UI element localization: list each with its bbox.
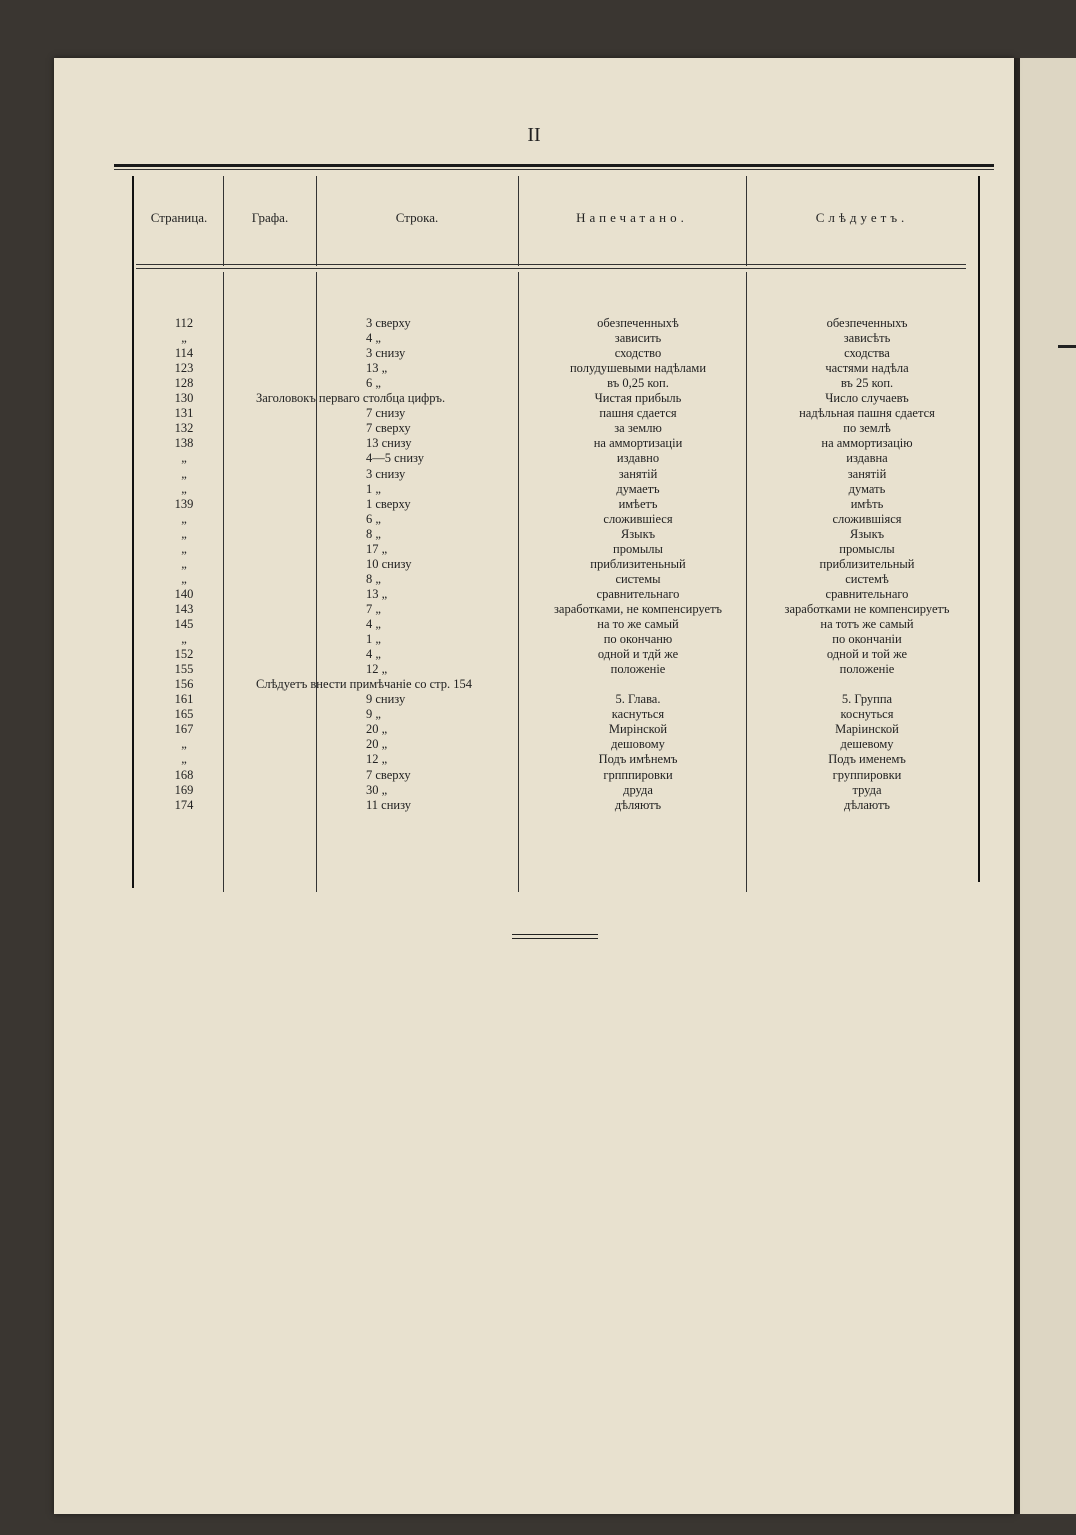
cell-line: 8 „ [366, 571, 381, 586]
cell-page: 156 [174, 677, 194, 692]
cell-line: 10 снизу [366, 556, 412, 571]
cell-printed: въ 0,25 коп. [607, 376, 669, 391]
facing-page-mark [1058, 345, 1076, 348]
cell-correct: Подъ именемъ [828, 752, 906, 767]
end-rule-1 [512, 934, 598, 935]
cell-line: 20 „ [366, 737, 388, 752]
cell-printed: на то же самый [597, 617, 679, 631]
cell-correct: на тотъ же самый [820, 617, 914, 631]
cell-printed: заработками, не компенсируетъ [553, 601, 722, 616]
cell-correct: на аммортизацію [821, 436, 913, 451]
cell-line: 3 снизу [366, 346, 406, 361]
cell-line: 4 „ [366, 617, 381, 631]
table-row [54, 662, 1014, 677]
cell-line: 4—5 снизу [366, 451, 424, 466]
cell-correct: по окончаніи [832, 632, 902, 647]
cell-page: „ [181, 737, 187, 752]
cell-line: 20 „ [366, 722, 388, 737]
cell-correct: въ 25 коп. [840, 376, 894, 391]
table-row [54, 647, 1014, 662]
cell-line: 4 „ [366, 331, 381, 346]
cell-printed: за землю [614, 421, 662, 436]
cell-page: „ [181, 541, 187, 556]
table-row [54, 752, 1014, 767]
table-row [54, 677, 1014, 692]
cell-printed: думаетъ [616, 481, 660, 496]
cell-correct: надѣльная пашня сдается [799, 406, 935, 421]
cell-line: 9 снизу [366, 692, 406, 707]
cell-correct: думать [848, 481, 886, 496]
table-row [54, 692, 1014, 707]
table-top-rule [114, 164, 994, 167]
cell-correct: сложившіяся [832, 511, 902, 526]
table-row [54, 451, 1014, 466]
cell-line: 7 сверху [366, 767, 411, 782]
cell-page: „ [181, 571, 187, 586]
table-row [54, 376, 1014, 391]
cell-correct: системѣ [845, 571, 889, 586]
table-row [54, 572, 1014, 587]
cell-printed: приблизитеньный [590, 556, 686, 571]
cell-page: 138 [174, 436, 194, 451]
table-row [54, 497, 1014, 512]
table-row [54, 391, 1014, 406]
table-row [54, 467, 1014, 482]
cell-page: „ [181, 526, 187, 541]
cell-printed: сравнительнаго [596, 586, 680, 601]
cell-line: 3 снизу [366, 466, 406, 481]
cell-line: 6 „ [366, 376, 381, 391]
cell-page: 123 [174, 361, 194, 376]
cell-line: 13 „ [366, 586, 388, 601]
header-correct: Слѣдуетъ. [815, 210, 909, 225]
cell-page: „ [181, 752, 187, 767]
table-top-rule-thin [114, 169, 994, 170]
cell-printed: издавно [616, 451, 660, 466]
facing-page-edge [1020, 58, 1076, 1514]
cell-printed: Языкъ [620, 526, 656, 541]
cell-correct: частями надѣла [825, 361, 909, 376]
table-row [54, 737, 1014, 752]
cell-page: 112 [174, 316, 194, 330]
cell-page: 140 [174, 586, 194, 601]
table-row [54, 632, 1014, 647]
table-row [54, 798, 1014, 813]
cell-correct: зависѣть [843, 331, 891, 346]
cell-page: 168 [174, 767, 194, 782]
cell-correct: одной и той же [826, 647, 908, 662]
cell-page: „ [181, 632, 187, 647]
cell-printed: Чистая прибыль [594, 391, 682, 406]
cell-line: 9 „ [366, 707, 381, 722]
cell-printed: каснуться [611, 707, 665, 722]
cell-correct: труда [852, 782, 882, 797]
cell-correct: промыслы [839, 541, 895, 556]
cell-correct: коснуться [840, 707, 894, 722]
cell-page: „ [181, 481, 187, 496]
cell-printed: положеніе [610, 662, 666, 677]
cell-line: 7 „ [366, 601, 381, 616]
header-bottom-rule-2 [136, 268, 966, 269]
cell-line: 1 „ [366, 481, 381, 496]
cell-printed: имѣетъ [618, 496, 658, 511]
page-number: II [527, 124, 541, 146]
cell-correct: сравнительнаго [825, 586, 909, 601]
cell-line: 12 „ [366, 752, 388, 767]
cell-page: 114 [174, 346, 194, 361]
cell-line: 12 „ [366, 662, 388, 677]
cell-page: 128 [174, 376, 194, 391]
cell-line: Слѣдуетъ внести примѣчаніе со стр. 154 [256, 677, 473, 692]
cell-page: 169 [174, 782, 194, 797]
header-bottom-rule [136, 264, 966, 265]
cell-page: 132 [174, 421, 194, 436]
cell-line: 7 сверху [366, 421, 411, 436]
table-row [54, 722, 1014, 737]
table-row [54, 783, 1014, 798]
cell-printed: друда [623, 782, 653, 797]
cell-printed: по окончаню [603, 632, 673, 647]
cell-printed: обезпеченныхѣ [597, 316, 679, 330]
table-row [54, 482, 1014, 497]
cell-correct: Языкъ [849, 526, 885, 541]
cell-correct: 5. Группа [841, 692, 893, 707]
document-page [54, 58, 1014, 1514]
cell-line: 13 снизу [366, 436, 412, 451]
cell-page: „ [181, 511, 187, 526]
cell-line: 6 „ [366, 511, 381, 526]
table-row [54, 406, 1014, 421]
cell-correct: издавна [846, 451, 888, 466]
cell-printed: промылы [613, 541, 663, 556]
cell-line: 30 „ [366, 782, 388, 797]
cell-page: 139 [174, 496, 194, 511]
header-page: Страница. [150, 210, 208, 225]
header-line: Строка. [395, 210, 439, 225]
cell-correct: занятій [847, 466, 887, 481]
cell-correct: обезпеченныхъ [826, 316, 908, 330]
cell-printed: системы [615, 571, 661, 586]
cell-line: 4 „ [366, 647, 381, 662]
cell-printed: полудушевыми надѣлами [569, 361, 707, 376]
cell-line: 7 снизу [366, 406, 406, 421]
cell-page: 174 [174, 797, 194, 812]
cell-correct: Число случаевъ [825, 391, 909, 406]
cell-page: 145 [174, 617, 194, 631]
table-row [54, 436, 1014, 451]
cell-page: 130 [174, 391, 194, 406]
table-row [54, 707, 1014, 722]
table-row [54, 527, 1014, 542]
cell-correct: сходства [844, 346, 890, 361]
cell-page: 167 [174, 722, 194, 737]
cell-correct: дешевому [840, 737, 894, 752]
cell-printed: занятій [618, 466, 658, 481]
cell-page: „ [181, 451, 187, 466]
cell-line: Заголовокъ перваго столбца цифръ. [256, 391, 446, 406]
cell-correct: Маріинской [835, 722, 899, 737]
cell-line: 17 „ [366, 541, 388, 556]
cell-page: 131 [174, 406, 194, 421]
cell-correct: положеніе [839, 662, 895, 677]
cell-line: 1 сверху [366, 496, 411, 511]
cell-printed: грпппировки [603, 767, 673, 782]
table-row [54, 421, 1014, 436]
cell-correct: группировки [832, 767, 902, 782]
cell-correct: по землѣ [843, 421, 891, 436]
table-row [54, 361, 1014, 376]
cell-line: 3 сверху [366, 316, 411, 330]
table-row [54, 331, 1014, 346]
cell-line: 13 „ [366, 361, 388, 376]
cell-page: „ [181, 556, 187, 571]
cell-page: „ [181, 466, 187, 481]
cell-line: 11 снизу [366, 797, 412, 812]
cell-printed: сходство [614, 346, 662, 361]
cell-page: 143 [174, 601, 194, 616]
header-printed: Напечатано. [576, 210, 688, 225]
cell-correct: заработками не компенсируетъ [784, 601, 950, 616]
cell-printed: зависить [614, 331, 662, 346]
cell-printed: дешовому [611, 737, 665, 752]
cell-correct: имѣть [850, 496, 884, 511]
table-row [54, 602, 1014, 617]
table-row [54, 557, 1014, 572]
cell-page: 165 [174, 707, 194, 722]
table-row [54, 316, 1014, 331]
cell-correct: приблизительный [819, 556, 915, 571]
cell-printed: на аммортизаціи [593, 436, 683, 451]
cell-page: 161 [174, 692, 194, 707]
cell-printed: Мирінской [608, 722, 668, 737]
end-rule-2 [512, 938, 598, 939]
cell-line: 1 „ [366, 632, 381, 647]
cell-printed: одной и тдй же [597, 647, 679, 662]
table-row [54, 617, 1014, 632]
cell-printed: Подъ имѣнемъ [598, 752, 678, 767]
cell-printed: дѣляютъ [614, 797, 662, 812]
cell-page: „ [181, 331, 187, 346]
cell-correct: дѣлаютъ [843, 797, 891, 812]
cell-printed: 5. Глава. [615, 692, 661, 707]
header-column: Графа. [251, 210, 289, 225]
table-row [54, 542, 1014, 557]
table-row [54, 346, 1014, 361]
cell-printed: сложившіеся [603, 511, 673, 526]
cell-line: 8 „ [366, 526, 381, 541]
cell-page: 155 [174, 662, 194, 677]
table-row [54, 587, 1014, 602]
cell-page: 152 [174, 647, 194, 662]
table-row [54, 768, 1014, 783]
table-row [54, 512, 1014, 527]
cell-printed: пашня сдается [599, 406, 677, 421]
